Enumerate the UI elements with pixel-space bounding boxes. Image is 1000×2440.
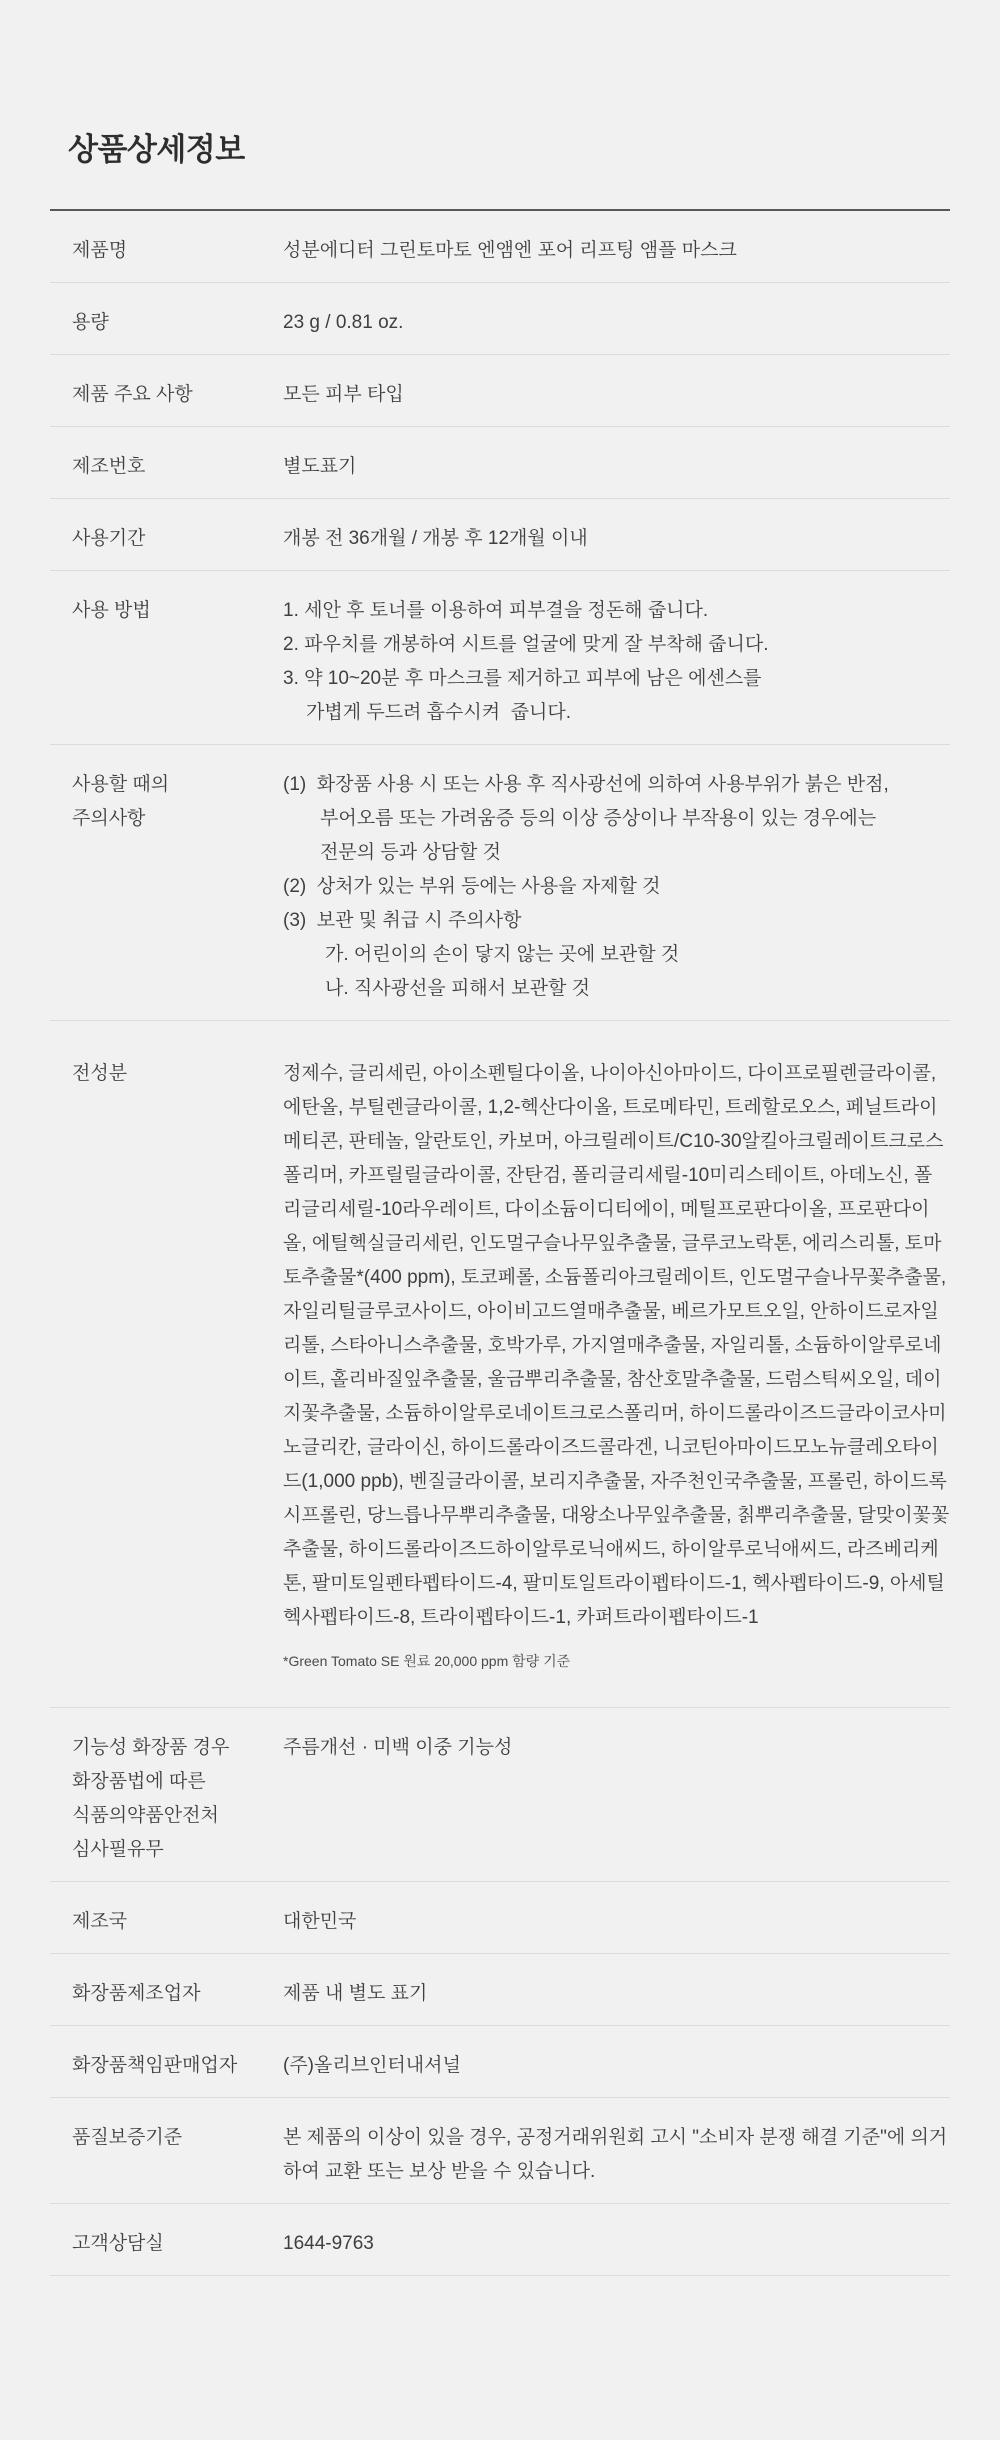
row-label-line: 화장품제조업자 xyxy=(72,1983,201,2004)
table-row xyxy=(50,1021,950,1708)
row-value xyxy=(283,306,950,340)
row-label-line: 화장품법에 따른 xyxy=(72,1771,206,1792)
row-label xyxy=(50,2049,283,2083)
value-line: (1) 화장품 사용 시 또는 사용 후 직사광선에 의하여 사용부위가 붉은 반점, xyxy=(283,774,889,795)
row-label-line: 화장품책임판매업자 xyxy=(72,2055,238,2076)
table-row xyxy=(50,211,950,283)
row-value xyxy=(283,378,950,412)
row-value xyxy=(283,1977,950,2011)
row-value xyxy=(283,2227,950,2261)
value-line: 본 제품의 이상이 있을 경우, 공정거래위원회 고시 "소비자 분쟁 해결 기준"에 의거하여 교환 또는 보상 받을 수 있습니다. xyxy=(283,2127,948,2182)
value-line: 1. 세안 후 토너를 이용하여 피부결을 정돈해 줍니다. xyxy=(283,600,709,621)
value-line: 전문의 등과 상담할 것 xyxy=(320,842,502,863)
row-label xyxy=(50,1905,283,1939)
row-label-line: 주의사항 xyxy=(72,808,146,829)
table-row xyxy=(50,1882,950,1954)
row-label-line: 전성분 xyxy=(72,1063,128,1084)
row-value xyxy=(283,768,950,1006)
value-line: 개봉 전 36개월 / 개봉 후 12개월 이내 xyxy=(283,528,588,549)
row-value xyxy=(283,1905,950,1939)
row-label-line: 제조국 xyxy=(72,1911,128,1932)
row-value xyxy=(283,522,950,556)
row-value xyxy=(283,2121,950,2189)
row-value xyxy=(283,1057,950,1671)
row-label xyxy=(50,378,283,412)
value-line: 23 g / 0.81 oz. xyxy=(283,312,404,333)
detail-table xyxy=(50,209,950,2276)
value-line: 제품 내 별도 표기 xyxy=(283,1983,428,2004)
row-label-line: 사용기간 xyxy=(72,528,146,549)
row-label-line: 용량 xyxy=(72,312,109,333)
value-line: 가볍게 두드려 흡수시켜 줍니다. xyxy=(306,702,571,723)
row-label xyxy=(50,450,283,484)
row-label xyxy=(50,594,283,730)
table-row xyxy=(50,499,950,571)
row-label-line: 기능성 화장품 경우 xyxy=(72,1737,230,1758)
value-line: 3. 약 10~20분 후 마스크를 제거하고 피부에 남은 에센스를 xyxy=(283,668,762,689)
row-label-line: 심사필유무 xyxy=(72,1839,164,1860)
table-row xyxy=(50,355,950,427)
value-line: 1644-9763 xyxy=(283,2233,374,2254)
value-line: 대한민국 xyxy=(283,1911,357,1932)
table-row xyxy=(50,745,950,1021)
value-line: 모든 피부 타입 xyxy=(283,384,404,405)
value-line: (주)올리브인터내셔널 xyxy=(283,2055,461,2076)
value-line: 정제수, 글리세린, 아이소펜틸다이올, 나이아신아마이드, 다이프로필렌글라이콜, 에탄올, 부틸렌글라이콜, 1,2-헥산다이올, 트로메타민, 트레할로오스, 페닐트라이메티콘, 판테놀, 알란토인, 카보머, 아크릴레이트/C10-30알킬아크릴레이트크로스폴리머, 카프릴릴글라이콜, 잔탄검, 폴리글리세릴-10미리스테이트, 아데노신, 폴리글리세릴-10라우레이트, 다이소듐이디티에이, 메틸프로판다이올, 프로판다이올, 에틸헥실글리세린, 인도멀구슬나무잎추출물, 글루코노락톤, 에리스리톨, 토마토추출물*(400 ppm), 토코페롤, 소듐폴리아크릴레이트, 인도멀구슬나무꽃추출물, 자일리틸글루코사이드, 아이비고드열매추출물, 베르가모트오일, 안하이드로자일리톨, 스타아니스추출물, 호박가루, 가지열매추출물, 자일리톨, 소듐하이알루로네이트, 홀리바질잎추출물, 울금뿌리추출물, 참산호말추출물, 드럼스틱씨오일, 데이지꽃추출물, 소듐하이알루로네이트크로스폴리머, 하이드롤라이즈드글라이코사미노글리칸, 글라이신, 하이드롤라이즈드콜라겐, 니코틴아마이드모노뉴클레오타이드(1,000 ppb), 벤질글라이콜, 보리지추출물, 자주천인국추출물, 프롤린, 하이드록시프롤린, 당느릅나무뿌리추출물, 대왕소나무잎추출물, 칡뿌리추출물, 달맞이꽃꽃추출물, 하이드롤라이즈드하이알루로닉애씨드, 하이알루로닉애씨드, 라즈베리케톤, 팔미토일펜타펩타이드-4, 팔미토일트라이펩타이드-1, 헥사펩타이드-9, 아세틸헥사펩타이드-8, 트라이펩타이드-1, 카퍼트라이펩타이드-1 xyxy=(283,1063,952,1628)
row-label-line: 사용할 때의 xyxy=(72,774,170,795)
value-line: 주름개선 · 미백 이중 기능성 xyxy=(283,1737,513,1758)
value-line: 2. 파우치를 개봉하여 시트를 얼굴에 맞게 잘 부착해 줍니다. xyxy=(283,634,769,655)
value-line: 부어오름 또는 가려움증 등의 이상 증상이나 부작용이 있는 경우에는 xyxy=(320,808,877,829)
row-label xyxy=(50,1977,283,2011)
row-label xyxy=(50,1057,283,1671)
row-label-line: 제조번호 xyxy=(72,456,146,477)
value-line: 가. 어린이의 손이 닿지 않는 곳에 보관할 것 xyxy=(325,944,680,965)
table-row xyxy=(50,2098,950,2204)
table-row xyxy=(50,283,950,355)
row-label xyxy=(50,306,283,340)
row-value xyxy=(283,450,950,484)
table-row xyxy=(50,427,950,499)
row-label-line: 제품 주요 사항 xyxy=(72,384,193,405)
table-row xyxy=(50,1954,950,2026)
row-value xyxy=(283,1731,950,1867)
row-value xyxy=(283,234,950,268)
value-line: 성분에디터 그린토마토 엔앰엔 포어 리프팅 앰플 마스크 xyxy=(283,240,737,261)
value-line: 별도표기 xyxy=(283,456,357,477)
row-label-line: 식품의약품안전처 xyxy=(72,1805,219,1826)
row-label xyxy=(50,234,283,268)
value-line: (2) 상처가 있는 부위 등에는 사용을 자제할 것 xyxy=(283,876,661,897)
row-label xyxy=(50,522,283,556)
page-title: 상품상세정보 xyxy=(68,132,245,167)
table-row xyxy=(50,2204,950,2276)
row-label xyxy=(50,2121,283,2189)
table-row xyxy=(50,571,950,745)
table-row xyxy=(50,1708,950,1882)
row-label-line: 고객상담실 xyxy=(72,2233,164,2254)
table-row xyxy=(50,2026,950,2098)
row-label xyxy=(50,1731,283,1867)
value-line: (3) 보관 및 취급 시 주의사항 xyxy=(283,910,522,931)
ingredients-footnote: *Green Tomato SE 원료 20,000 ppm 함량 기준 xyxy=(283,1653,571,1669)
row-value xyxy=(283,2049,950,2083)
row-label xyxy=(50,768,283,1006)
row-value xyxy=(283,594,950,730)
row-label-line: 제품명 xyxy=(72,240,128,261)
row-label-line: 품질보증기준 xyxy=(72,2127,183,2148)
row-label-line: 사용 방법 xyxy=(72,600,151,621)
row-label xyxy=(50,2227,283,2261)
value-line: 나. 직사광선을 피해서 보관할 것 xyxy=(325,978,590,999)
